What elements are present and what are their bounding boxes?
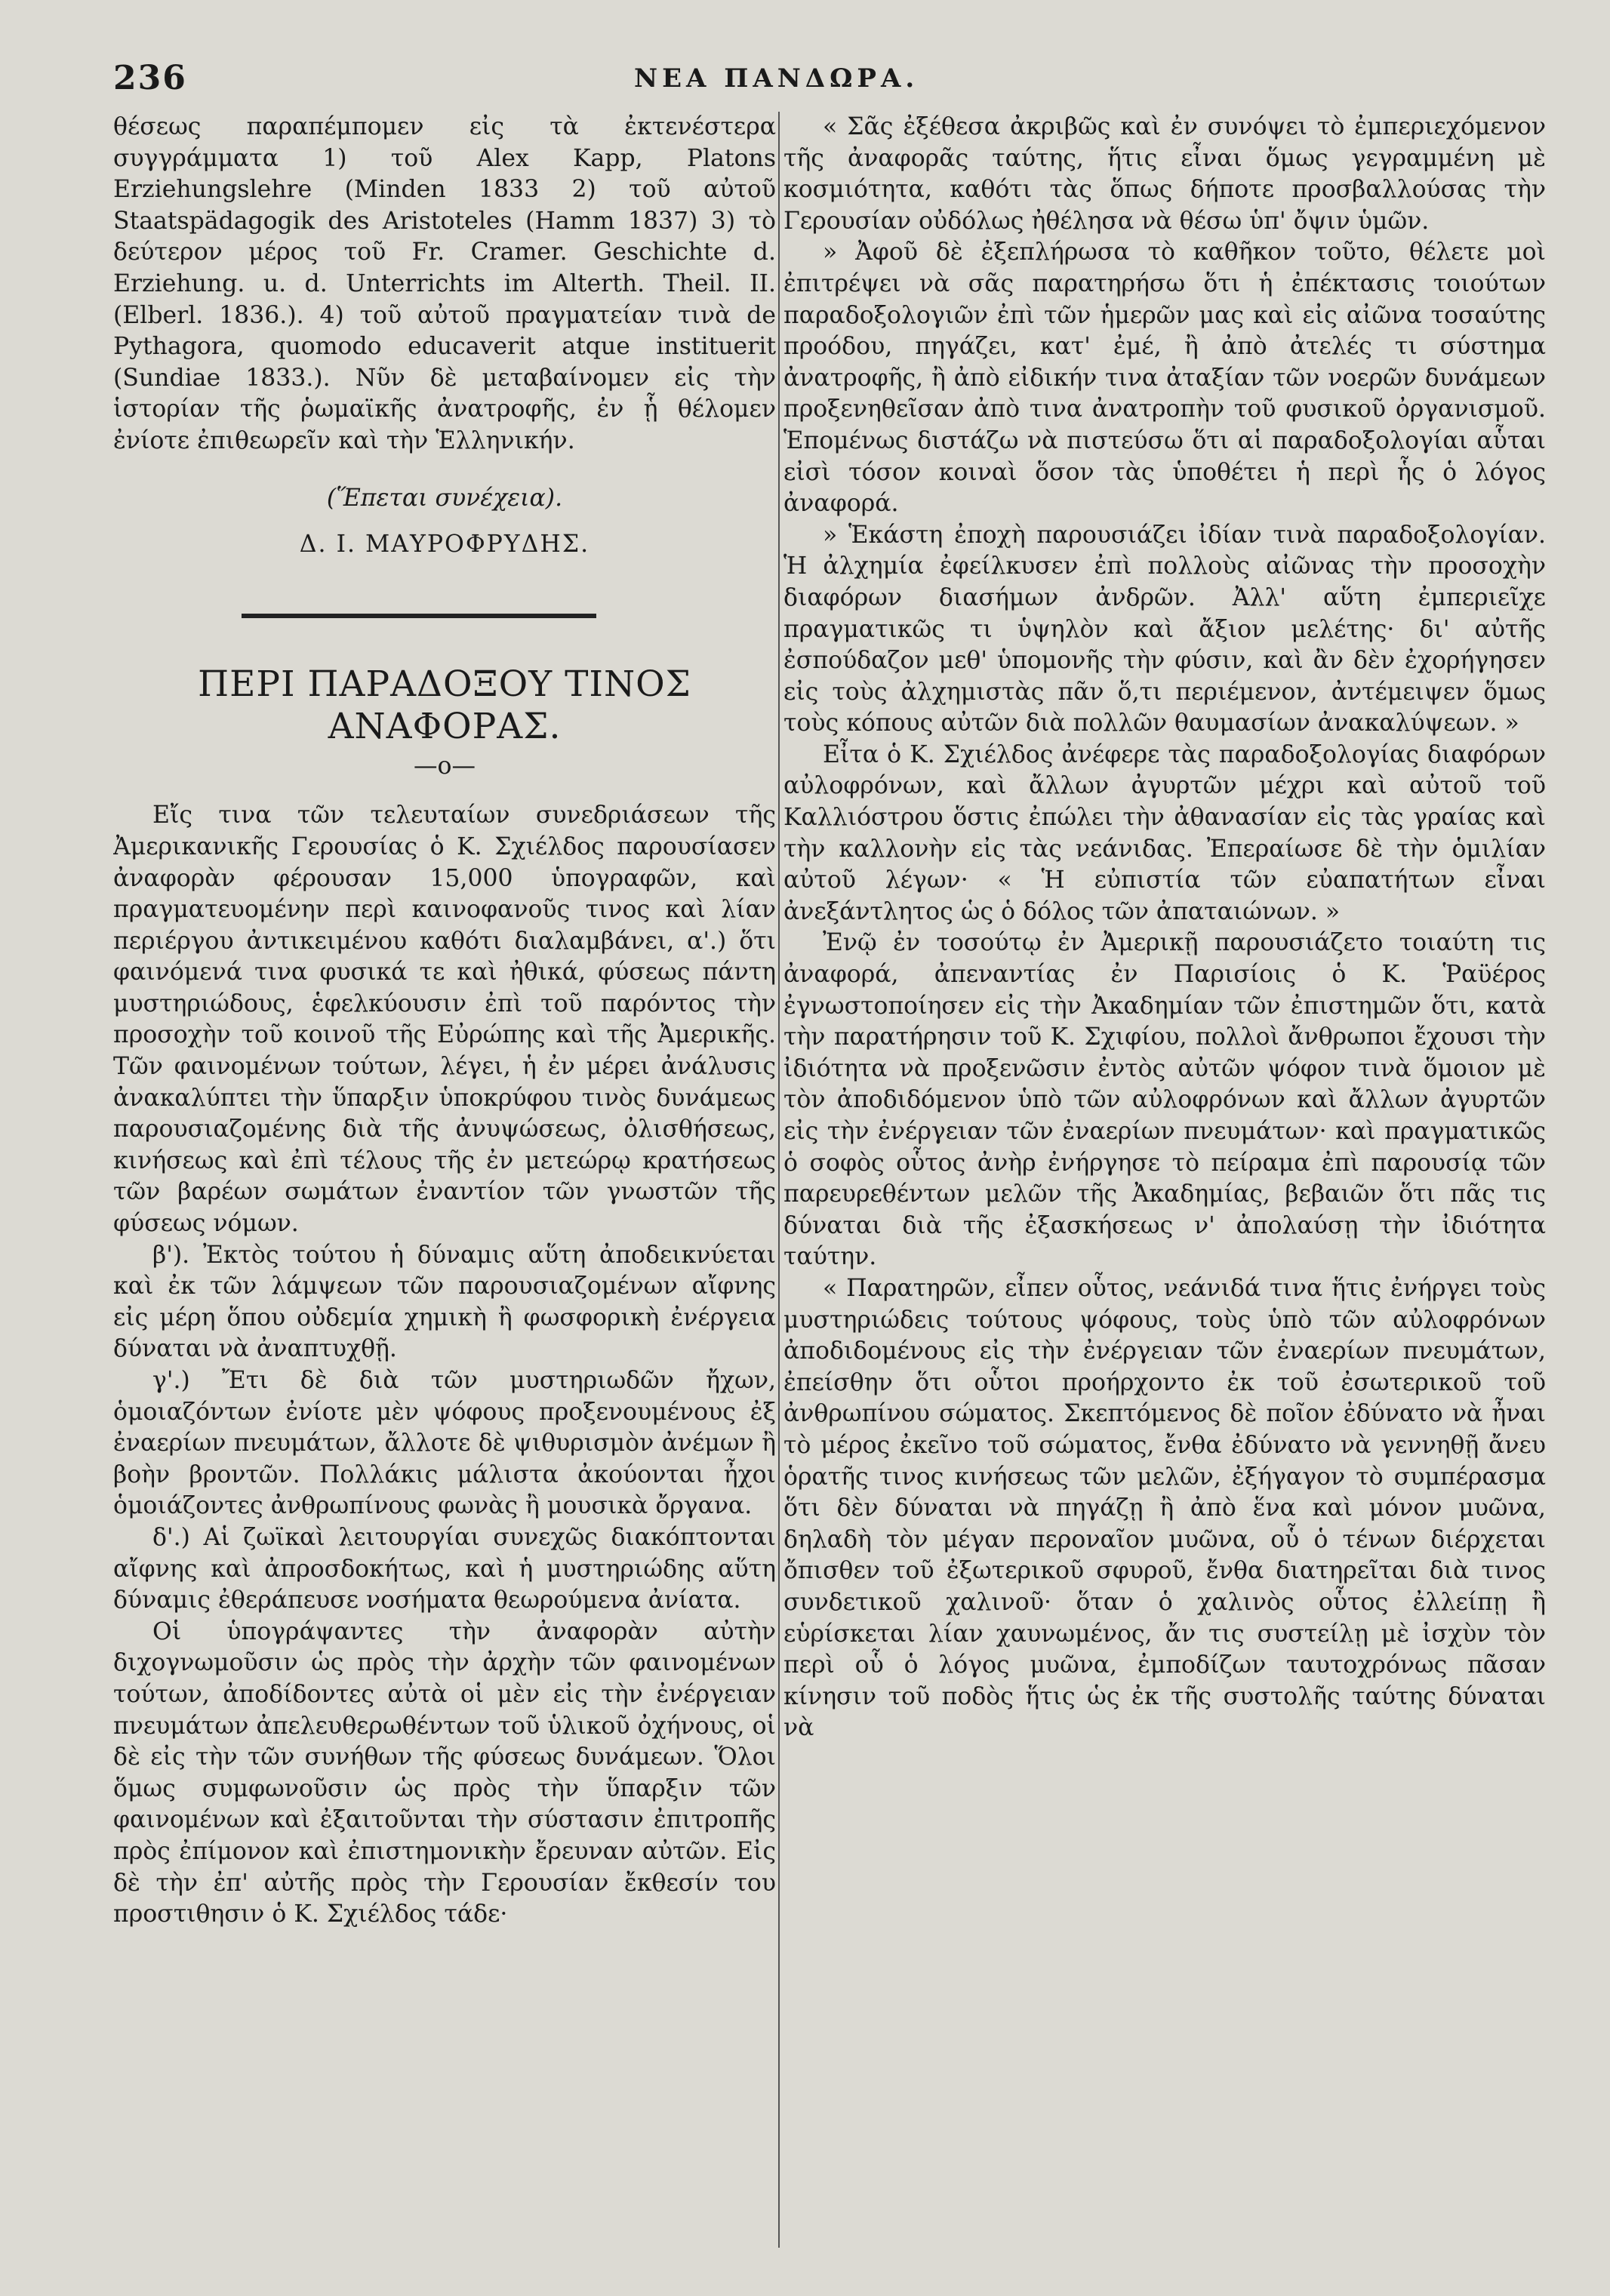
article-paragraph: Εἴς τινα τῶν τελευταίων συνεδριάσεων τῆς Ἀμερικανικῆς Γερουσίας ὁ Κ. Σχιέλδος παρουσίασεν ἀναφορὰν φέρουσαν 15,000 ὑπογραφῶν, καὶ πραγματευομένην περὶ καινοφανοῦς τινος καὶ λίαν περιέργου ἀντικειμένου καθότι διαλαμβάνει, α'.) ὅτι φαινόμενά τινα φυσικά τε καὶ ἠθικά, φύσεως πάντη μυστηριώδους, ἑφελκύουσιν ἐπὶ τοῦ παρόντος τὴν προσοχὴν τοῦ κοινοῦ τῆς Εὐρώπης καὶ τῆς Ἀμερικῆς. Τῶν φαινομένων τούτων, λέγει, ἡ ἐν μέρει ἀνάλυσις ἀνακαλύπτει τὴν ὕπαρξιν ὑποκρύφου τινὸς δυνάμεως παρουσιαζομένης διὰ τῆς ἀνυψώσεως, ὀλισθήσεως, κινήσεως καὶ ἐπὶ τέλους τῆς ἐν μετεώρῳ κρατήσεως τῶν βαρέων σωμάτων ἐναντίον τῶν γνωστῶν τῆς φύσεως νόμων. [113,802,776,1238]
right-column [783,112,1546,2248]
article-paragraph: β'). Ἐκτὸς τούτου ἡ δύναμις αὕτη ἀποδεικνύεται καὶ ἐκ τῶν λάμψεων τῶν παρουσιαζομένων αἴφνης εἰς μέρη ὅπου οὐδεμία χημικὴ ἢ φωσφορικὴ ἐνέργεια δύναται νὰ ἀναπτυχθῇ. [113,1241,776,1363]
article-paragraph: δ'.) Αἱ ζωϊκαὶ λειτουργίαι συνεχῶς διακόπτονται αἴφνης καὶ ἀπροσδοκήτως, καὶ ἡ μυστηριώδης αὕτη δύναμις ἐθεράπευσε νοσήματα θεωρούμενα ἀνίατα. [113,1523,776,1614]
article-paragraph: γ'.) Ἔτι δὲ διὰ τῶν μυστηριωδῶν ἤχων, ὁμοιαζόντων ἐνίοτε μὲν ψόφους προξενουμένους ἐξ ἐναερίων πνευμάτων, ἄλλοτε δὲ ψιθυρισμὸν ἀνέμων ἢ βοὴν βροντῶν. Πολλάκις μάλιστα ἀκούονται ἦχοι ὁμοιάζοντες ἀνθρωπίνους φωνὰς ἢ μουσικὰ ὄργανα. [113,1367,776,1520]
article-paragraph: Οἱ ὑπογράψαντες τὴν ἀναφορὰν αὐτὴν διχογνωμοῦσιν ὡς πρὸς τὴν ἀρχὴν τῶν φαινομένων τούτων, ἀποδίδοντες αὐτὰ οἱ μὲν εἰς τὴν ἐνέργειαν πνευμάτων ἀπελευθερωθέντων τοῦ ὑλικοῦ ὀχήνους, οἱ δὲ εἰς τὴν τῶν συνήθων τῆς φύσεως δυνάμεων. Ὅλοι ὅμως συμφωνοῦσιν ὡς πρὸς τὴν ὕπαρξιν τῶν φαινομένων καὶ ἐξαιτοῦνται τὴν σύστασιν ἐπιτροπῆς πρὸς ἐπίμονον καὶ ἐπιστημονικὴν ἔρευναν αὐτῶν. Εἰς δὲ τὴν ἐπ' αὐτῆς πρὸς τὴν Γερουσίαν ἔκθεσίν του προστιθησιν ὁ Κ. Σχιέλδος τάδε· [113,1617,776,1928]
page-header [113,59,1550,104]
running-title: ΝΕΑ ΠΑΝΔΩΡΑ. [634,63,919,94]
author-signature: Δ. Ι. ΜΑΥΡΟΦΡΥΔΗΣ. [299,531,590,559]
article-title: ΠΕΡΙ ΠΑΡΑΔΟΞΟΥ ΤΙΝΟΣ ΑΝΑΦΟΡΑΣ. [198,663,691,747]
article-paragraph: » Ἑκάστη ἐποχὴ παρουσιάζει ἰδίαν τινὰ παραδοξολογίαν. Ἡ ἀλχημία ἐφείλκυσεν ἐπὶ πολλοὺς αἰῶνας τὴν προσοχὴν διαφόρων διασήμων ἀνδρῶν. Ἀλλ' αὕτη ἐμπεριεῖχε πραγματικῶς τι ὑψηλὸν καὶ ἄξιον μελέτης· δι' αὐτῆς ἐσπούδαζον μεθ' ὑπομονῆς τὴν φύσιν, καὶ ἂν δὲν ἐχορήγησεν εἰς τοὺς ἀλχημιστὰς πᾶν ὅ,τι περιέμενον, ἀντέμειψεν ὅμως τοὺς κόπους αὐτῶν διὰ πολλῶν θαυμασίων ἀνακαλύψεων. » [783,521,1546,737]
title-ornament: —ο— [414,752,476,780]
article-paragraph: « Παρατηρῶν, εἶπεν οὗτος, νεάνιδά τινα ἥτις ἐνήργει τοὺς μυστηριώδεις τούτους ψόφους, τοὺς ὑπὸ τῶν αὐλοφρόνων ἀποδιδομένους εἰς τὴν ἐνέργειαν τῶν ἐναερίων πνευμάτων, ἐπείσθην ὅτι οὗτοι προήρχοντο ἐκ τοῦ ἐσωτερικοῦ τοῦ ἀνθρωπίνου σώματος. Σκεπτόμενος δὲ ποῖον ἐδύνατο νὰ ἦναι τὸ μέρος ἐκεῖνο τοῦ σώματος, ἔνθα ἐδύνατο νὰ γεννηθῇ ἄνευ ὁρατῆς τινος κινήσεως τῶν μελῶν, ἐξήγαγον τὸ συμπέρασμα ὅτι δὲν δύναται νὰ πηγάζῃ ἢ ἀπὸ ἕνα καὶ μόνον μυῶνα, δηλαδὴ τὸν μέγαν περοναῖον μυῶνα, οὗ ὁ τένων διέρχεται ὄπισθεν τοῦ ἐξωτερικοῦ σφυροῦ, ἔνθα διατηρεῖται διὰ τινος συνδετικοῦ χαλινοῦ· ὅταν ὁ χαλινὸς οὗτος ἐλλείπῃ ἢ εὑρίσκεται λίαν χαυνωμένος, ἄν τις συστείλῃ μὲ ἰσχὺν τὸν περὶ οὗ ὁ λόγος μυῶνα, ἐμποδίζων ταυτοχρόνως πᾶσαν κίνησιν τοῦ ποδὸς ἥτις ὡς ἐκ τῆς συστολῆς ταύτης δύναται νὰ [783,1274,1546,1742]
article-paragraph: « Σᾶς ἐξέθεσα ἀκριβῶς καὶ ἐν συνόψει τὸ ἐμπεριεχόμενον τῆς ἀναφορᾶς ταύτης, ἥτις εἶναι ὅμως γεγραμμένη μὲ κοσμιότητα, καθότι τὰς ὅπως δήποτε προσβαλλούσας τὴν Γερουσίαν οὐδόλως ἠθέλησα νὰ θέσω ὑπ' ὄψιν ὑμῶν. [783,113,1546,235]
continuation-note: (Ἕπεται συνέχεια). [326,484,563,512]
section-divider [242,614,596,618]
page-number: 236 [113,59,187,97]
article-paragraph: Ἐνῷ ἐν τοσούτῳ ἐν Ἀμερικῇ παρουσιάζετο τοιαύτη τις ἀναφορά, ἀπεναντίας ἐν Παρισίοις ὁ Κ. Ῥαϋέρος ἐγνωστοποίησεν εἰς τὴν Ἀκαδημίαν τῶν ἐπιστημῶν ὅτι, κατὰ τὴν παρατήρησιν τοῦ Κ. Σχιφίου, πολλοὶ ἄνθρωποι ἔχουσι τὴν ἰδιότητα νὰ προξενῶσιν ἐντὸς αὐτῶν ψόφον τινὰ ὅμοιον μὲ τὸν ἀποδιδόμενον ὑπὸ τῶν αὐλοφρόνων καὶ ἄλλων ἀγυρτῶν εἰς τὴν ἐνέργειαν τῶν ἐναερίων πνευμάτων· καὶ πραγματικῶς ὁ σοφὸς οὗτος ἀνὴρ ἐνήργησε τὸ πείραμα ἐπὶ παρουσίᾳ τῶν παρευρεθέντων μελῶν τῆς Ἀκαδημίας, βεβαιῶν ὅτι πᾶς τις δύναται διὰ τῆς ἐξασκήσεως ν' ἀπολαύσῃ τὴν ἰδιότητα ταύτην. [783,929,1546,1271]
intro-paragraph: θέσεως παραπέμπομεν εἰς τὰ ἐκτενέστερα συγγράμματα 1) τοῦ Alex Kapp, Platons Erziehungslehre (Minden 1833 2) τοῦ αὐτοῦ Staatspädagogik des Aristoteles (Hamm 1837) 3) τὸ δεύτερον μέρος τοῦ Fr. Cramer. Geschichte d. Erziehung. u. d. Unterrichts im Alterth. Theil. II. (Elberl. 1836.). 4) τοῦ αὐτοῦ πραγματείαν τινὰ de Pythagora, quomodo educaverit atque instituerit (Sundiae 1833.). Νῦν δὲ μεταβαίνομεν εἰς τὴν ἱστορίαν τῆς ῥωμαϊκῆς ἀνατροφῆς, ἐν ᾗ θέλομεν ἐνίοτε ἐπιθεωρεῖν καὶ τὴν Ἑλληνικήν. [113,113,776,454]
article-paragraph: » Ἀφοῦ δὲ ἐξεπλήρωσα τὸ καθῆκον τοῦτο, θέλετε μοὶ ἐπιτρέψει νὰ σᾶς παρατηρήσω ὅτι ἡ ἐπέκτασις τοιούτων παραδοξολογιῶν ἐπὶ τῶν ἡμερῶν μας καὶ εἰς αἰῶνα τοσαύτης προόδου, πηγάζει, κατ' ἐμέ, ἢ ἀπὸ ἀτελές τι σύστημα ἀνατροφῆς, ἢ ἀπὸ εἰδικήν τινα ἀταξίαν τῶν νοερῶν δυνάμεων προξενηθεῖσαν ἀπὸ τινα ἀνατροπὴν τοῦ φυσικοῦ ὀργανισμοῦ. Ἑπομένως διστάζω νὰ πιστεύσω ὅτι αἱ παραδοξολογίαι αὗται εἰσὶ τόσον κοιναὶ ὅσον τὰς ὑποθέτει ἡ περὶ ἧς ὁ λόγος ἀναφορά. [783,239,1546,518]
left-column [113,112,776,2248]
column-rule [778,112,780,2248]
article-paragraph: Εἶτα ὁ Κ. Σχιέλδος ἀνέφερε τὰς παραδοξολογίας διαφόρων αὐλοφρόνων, καὶ ἄλλων ἀγυρτῶν μέχρι καὶ αὐτοῦ τοῦ Καλλιόστρου ὅστις ἐπώλει τὴν ἀθανασίαν εἰς τὰς γραίας καὶ τὴν καλλονὴν εἰς τὰς νεάνιδας. Ἐπεραίωσε δὲ τὴν ὁμιλίαν αὐτοῦ λέγων· « Ἡ εὐπιστία τῶν εὐαπατήτων εἶναι ἀνεξάντλητος ὡς ὁ δόλος τῶν ἀπαταιώνων. » [783,740,1546,925]
